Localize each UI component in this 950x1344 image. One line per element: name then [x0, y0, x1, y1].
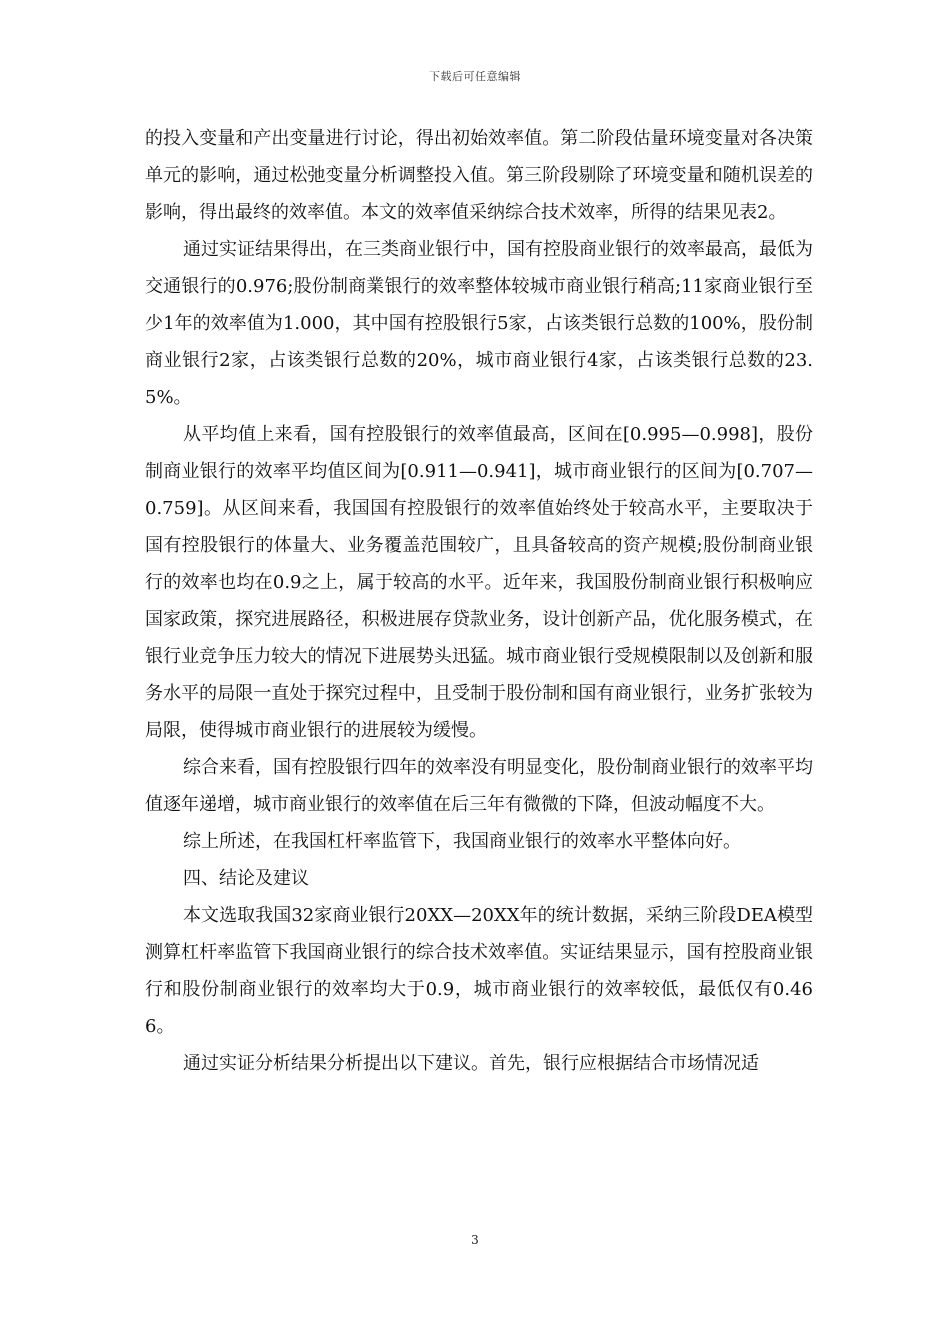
paragraph-continuation: 的投入变量和产出变量进行讨论，得出初始效率值。第二阶段估量环境变量对各决策单元的影响，通过松弛变量分析调整投入值。第三阶段剔除了环境变量和随机误差的影响，得出最终的效率值。本文的效率值采纳综合技术效率，所得的结果见表2。: [145, 128, 813, 223]
section-heading-conclusion: 四、结论及建议: [183, 868, 309, 889]
paragraph-average-analysis: 从平均值上来看，国有控股银行的效率值最高，区间在[0.995—0.998]，股份制商业银行的效率平均值区间为[0.911—0.941]，城市商业银行的区间为[0.707—0.759]。从区间来看，我国国有控股银行的效率值始终处于较高水平，主要取决于国有控股银行的体量大、业务覆盖范围较广，且具备较高的资产规模;股份制商业银行的效率也均在0.9之上，属于较高的水平。近年来，我国股份制商业银行积极响应国家政策，探究进展路径，积极进展存贷款业务，设计创新产品，优化服务模式，在银行业竞争压力较大的情况下进展势头迅猛。城市商业银行受规模限制以及创新和服务水平的局限一直处于探究过程中，且受制于股份制和国有商业银行，业务扩张较为局限，使得城市商业银行的进展较为缓慢。: [145, 424, 813, 741]
paragraph-conclusion: 本文选取我国32家商业银行20XX—20XX年的统计数据，采纳三阶段DEA模型测算杠杆率监管下我国商业银行的综合技术效率值。实证结果显示，国有控股商业银行和股份制商业银行的效率均大于0.9，城市商业银行的效率较低，最低仅有0.466。: [145, 905, 813, 1037]
paragraph-overall-trend: 综合来看，国有控股银行四年的效率没有明显变化，股份制商业银行的效率平均值逐年递增，城市商业银行的效率值在后三年有微微的下降，但波动幅度不大。: [145, 757, 813, 815]
paragraph-summary: 综上所述，在我国杠杆率监管下，我国商业银行的效率水平整体向好。: [183, 831, 741, 852]
page-header: 下载后可任意编辑: [429, 70, 521, 83]
paragraph-suggestions: 通过实证分析结果分析提出以下建议。首先，银行应根据结合市场情况适: [183, 1053, 759, 1074]
document-body: [145, 120, 813, 1082]
page-number: 3: [471, 1233, 479, 1247]
paragraph-empirical-results: 通过实证结果得出，在三类商业银行中，国有控股商业银行的效率最高，最低为交通银行的0.976;股份制商業银行的效率整体较城市商业银行稍高;11家商业银行至少1年的效率值为1.000，其中国有控股银行5家，占该类银行总数的100%，股份制商业银行2家，占该类银行总数的20%，城市商业银行4家，占该类银行总数的23.5%。: [145, 239, 813, 408]
